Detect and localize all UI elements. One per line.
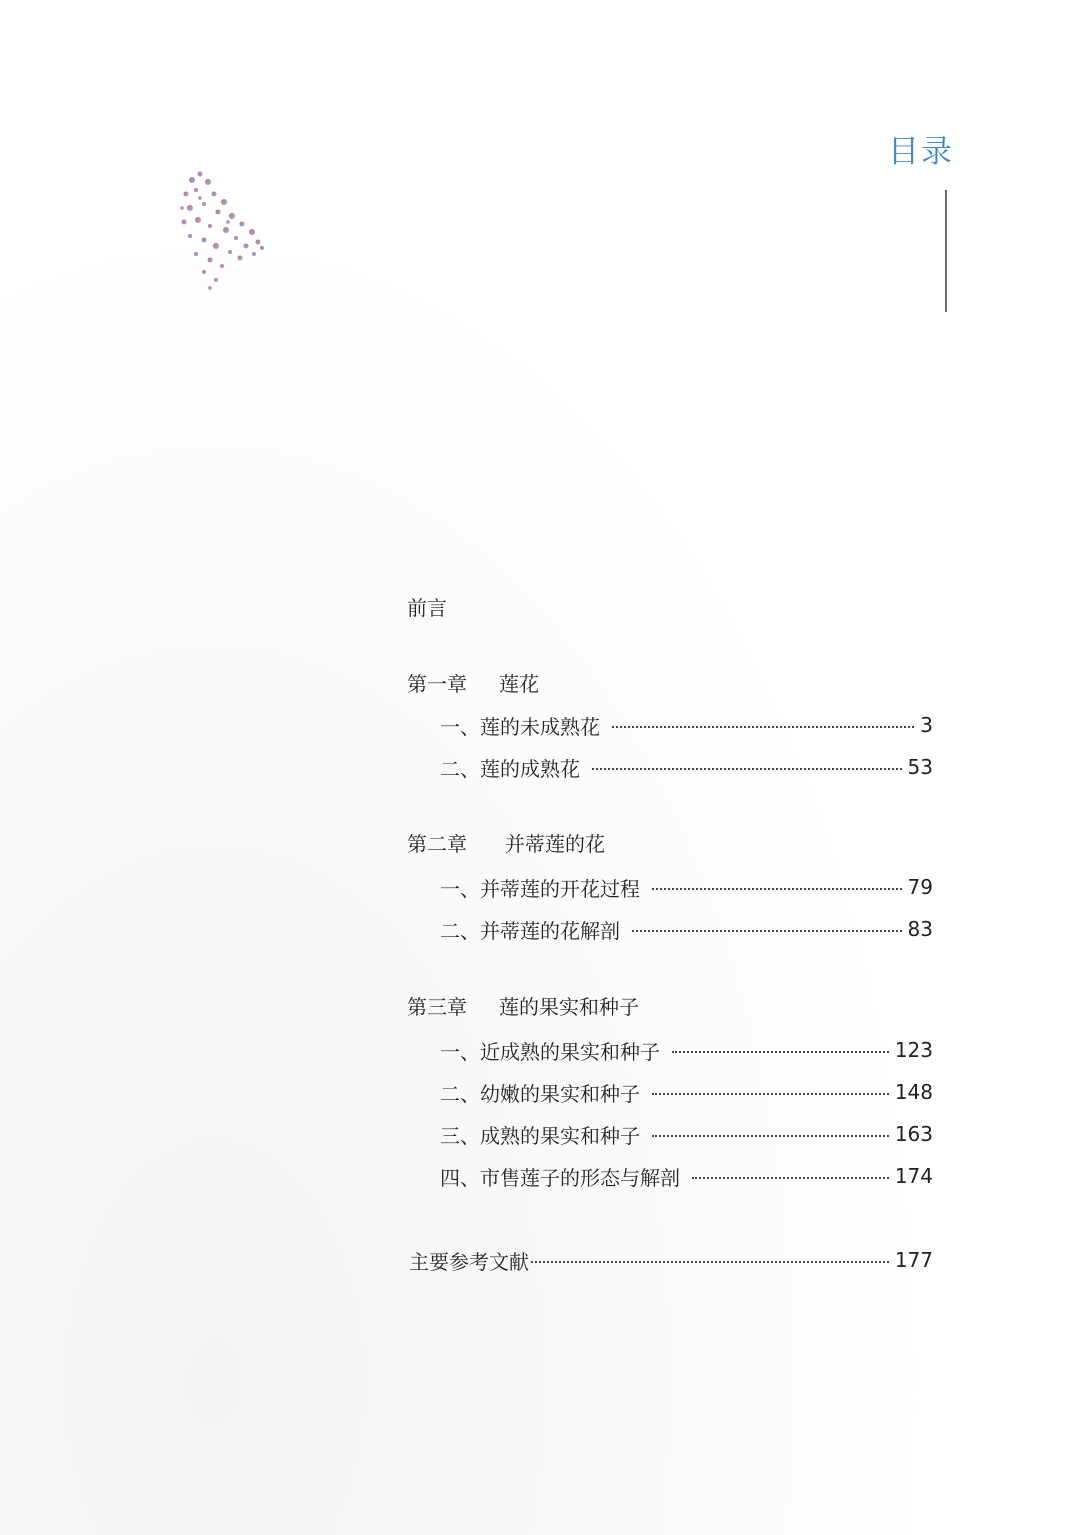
chapter-number: 第一章: [407, 672, 467, 696]
references-page: 177: [894, 1248, 933, 1272]
entry-label: 一、并蒂莲的开花过程: [440, 876, 640, 901]
chapter-2-heading[interactable]: [407, 828, 605, 857]
chapter-3-heading[interactable]: [407, 991, 639, 1020]
entry-label: 二、莲的成熟花: [440, 756, 580, 781]
entry-label: 一、近成熟的果实和种子: [440, 1039, 660, 1064]
dot-leader: [672, 1051, 889, 1053]
entry-page: 163: [894, 1122, 933, 1146]
chapter-number: 第二章: [407, 832, 467, 856]
entry-label: 三、成熟的果实和种子: [440, 1123, 640, 1148]
toc-entry[interactable]: [440, 1161, 933, 1191]
entry-label: 四、市售莲子的形态与解剖: [440, 1165, 680, 1190]
entry-page: 53: [907, 755, 933, 779]
lotus-flower-icon: [170, 160, 280, 300]
references-label: 主要参考文献: [409, 1249, 529, 1274]
title-divider: [945, 190, 947, 312]
toc-entry[interactable]: [440, 914, 933, 944]
chapter-title: 莲的果实和种子: [499, 995, 639, 1019]
toc-entry[interactable]: [440, 1119, 933, 1149]
entry-page: 174: [894, 1164, 933, 1188]
chapter-number: 第三章: [407, 995, 467, 1019]
dot-leader: [632, 930, 902, 932]
entry-page: 148: [894, 1080, 933, 1104]
entry-label: 二、幼嫩的果实和种子: [440, 1081, 640, 1106]
entry-page: 79: [907, 875, 933, 899]
toc-entry[interactable]: [440, 752, 933, 782]
chapter-title: 莲花: [499, 672, 539, 696]
dot-leader: [612, 726, 914, 728]
chapter-title: 并蒂莲的花: [505, 832, 605, 856]
dot-leader: [652, 1135, 889, 1137]
entry-page: 3: [920, 713, 933, 737]
toc-references[interactable]: [409, 1245, 933, 1275]
preface-label: 前言: [407, 596, 447, 620]
entry-page: 83: [907, 917, 933, 941]
dot-leader: [692, 1177, 889, 1179]
chapter-1-heading[interactable]: [407, 668, 539, 697]
toc-preface[interactable]: [407, 592, 447, 621]
entry-label: 二、并蒂莲的花解剖: [440, 918, 620, 943]
toc-entry[interactable]: [440, 710, 933, 740]
entry-page: 123: [894, 1038, 933, 1062]
page-title: 目录: [888, 134, 954, 170]
dot-leader: [592, 768, 902, 770]
toc-entry[interactable]: [440, 872, 933, 902]
toc-entry[interactable]: [440, 1077, 933, 1107]
toc-entry[interactable]: [440, 1035, 933, 1065]
dot-leader: [652, 888, 902, 890]
dot-leader: [652, 1093, 889, 1095]
dot-leader: [531, 1261, 889, 1263]
entry-label: 一、莲的未成熟花: [440, 714, 600, 739]
